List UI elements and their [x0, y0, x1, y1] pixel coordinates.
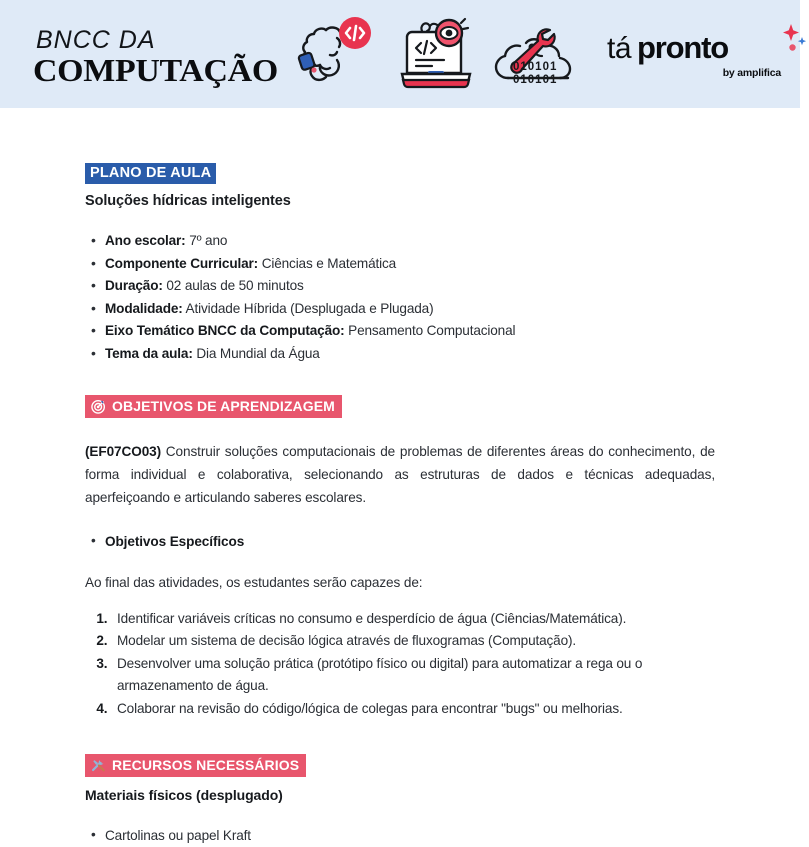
list-item: 4. Colaborar na revisão do código/lógica de colegas para encontrar "bugs" ou melhorias. — [111, 698, 715, 721]
page-title: PLANO DE AULA — [85, 163, 216, 184]
objective-code: (EF07CO03) — [85, 443, 162, 459]
meta-value: Ciências e Matemática — [261, 255, 397, 271]
wrench-cloud-binary-icon — [488, 14, 580, 94]
list-item — [105, 320, 715, 343]
svg-text:010101: 010101 — [513, 61, 558, 73]
tapronto-word1: tá — [607, 32, 632, 65]
resources-section-label: RECURSOS NECESSÁRIOS — [112, 757, 300, 773]
header-icon-group — [296, 14, 580, 94]
bncc-logo — [33, 28, 283, 86]
list-item — [105, 343, 715, 366]
tapronto-tagline: by amplifica — [722, 67, 781, 79]
list-item: 2. Modelar um sistema de decisão lógica através de fluxogramas (Computação). — [111, 630, 715, 653]
objective-description — [85, 440, 715, 509]
meta-value: Pensamento Computacional — [348, 323, 516, 338]
objective-text: Construir soluções computacionais de problemas de diferentes áreas do conhecimento, de forma individual e colaborativa, selecionando as estruturas de dados e técnicas adequadas, aperfeiçoando e articulando saberes escolares. — [85, 443, 715, 505]
resources-subheading: Materiais físicos (desplugado) — [85, 786, 283, 803]
list-item — [105, 298, 715, 321]
objectives-section-label: OBJETIVOS DE APRENDIZAGEM — [112, 398, 335, 414]
objectives-section-header — [85, 395, 342, 418]
meta-label: Duração: — [105, 278, 163, 293]
list-item: 3. Desenvolver uma solução prática (protótipo físico ou digital) para automatizar a rega ou o armazenamento de água. — [111, 653, 715, 698]
meta-label: Eixo Temático BNCC da Computação: — [105, 323, 345, 338]
tools-icon — [91, 758, 106, 773]
resources-section-header — [85, 754, 306, 777]
meta-label: Ano escolar: — [105, 233, 186, 248]
list-item: 1. Identificar variáveis críticas no consumo e desperdício de água (Ciências/Matemática). — [111, 608, 715, 631]
tapronto-logo — [607, 30, 787, 79]
page-content — [0, 108, 800, 847]
specific-objectives-heading-list — [85, 531, 715, 553]
lesson-subtitle: Soluções hídricas inteligentes — [85, 193, 291, 209]
objectives-list — [85, 608, 715, 721]
list-item: • Objetivos Específicos — [105, 531, 715, 553]
list-item — [105, 275, 715, 298]
brain-code-icon — [296, 14, 384, 94]
list-item — [105, 253, 715, 276]
svg-text:010101: 010101 — [513, 74, 558, 86]
meta-label: Tema da aula: — [105, 345, 193, 361]
sparkle-icon — [775, 22, 809, 56]
list-item — [105, 230, 715, 253]
page-header — [0, 0, 800, 108]
bncc-logo-line2: COMPUTAÇÃO — [33, 52, 278, 88]
lesson-meta-list — [85, 230, 715, 365]
tapronto-word2: pronto — [637, 30, 728, 65]
bncc-logo-line1: BNCC DA — [36, 26, 156, 54]
meta-value: Atividade Híbrida (Desplugada e Plugada) — [185, 300, 434, 316]
target-icon — [91, 399, 106, 414]
meta-value: 7º ano — [189, 233, 228, 248]
laptop-eye-icon — [392, 14, 480, 94]
resources-list — [85, 825, 715, 847]
meta-value: Dia Mundial da Água — [196, 345, 320, 361]
meta-label: Componente Curricular: — [105, 255, 259, 271]
meta-label: Modalidade: — [105, 300, 183, 316]
meta-value: 02 aulas de 50 minutos — [166, 278, 304, 293]
list-item: • Cartolinas ou papel Kraft — [105, 825, 715, 847]
objectives-lead: Ao final das atividades, os estudantes serão capazes de: — [85, 574, 423, 590]
